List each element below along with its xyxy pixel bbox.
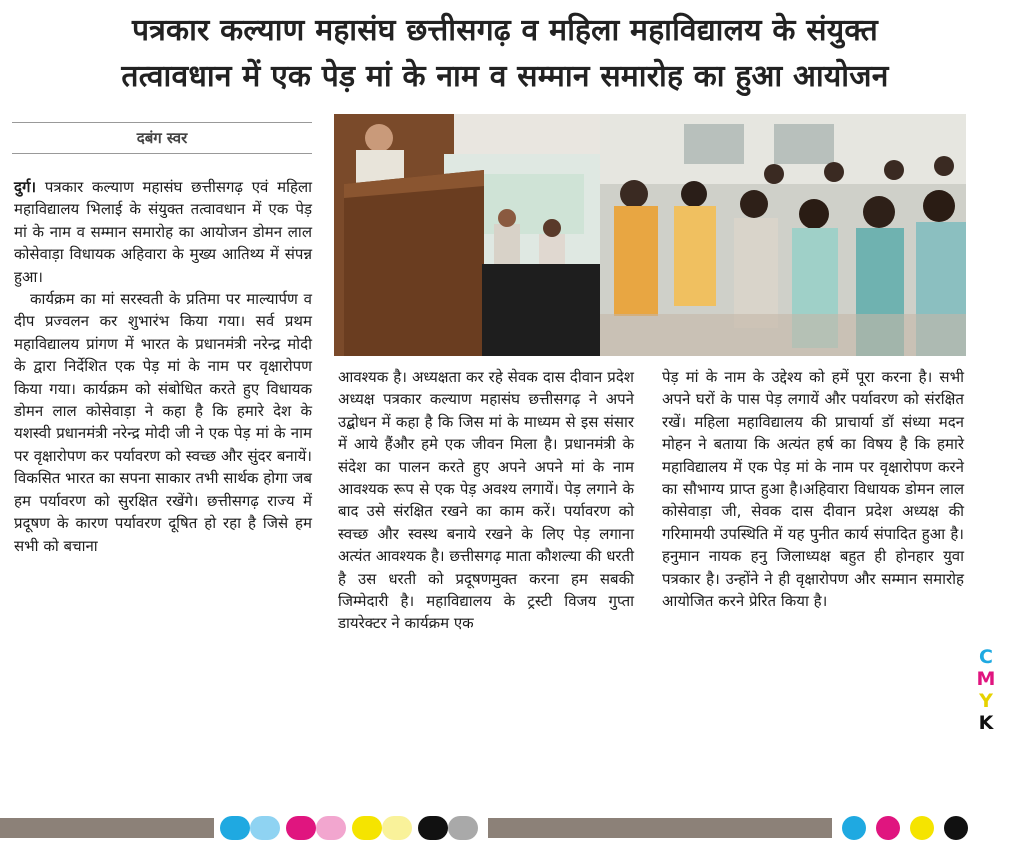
light-yellow-swatch	[382, 816, 412, 840]
light-cyan-swatch	[250, 816, 280, 840]
article-column-3-text: पेड़ मां के नाम के उद्देश्य को हमें पूरा करना है। सभी अपने घरों के पास पेड़ लगायें और पर्यावरण को संरक्षित रखें। महिला महाविद्यालय की प्राचार्या डॉ संध्या मदन मोहन ने बताया कि अत्यंत हर्ष का विषय है कि हमारे महाविद्यालय में एक पेड़ मां के नाम पर वृक्षारोपण करने का सौभाग्य प्राप्त हुआ है।अहिवारा विधायक डोमन लाल कोसेवाड़ा जी, सेवक दास दीवान प्रदेश अध्यक्ष की गरिमामयी उपस्थिति में यह पुनीत कार्य संपादित हुआ है। हनुमान नायक हनु जिलाध्यक्ष बहुत ही होनहार युवा पत्रकार है। उन्होंने ने ही वृक्षारोपण और सम्मान समारोह आयोजित करने प्रेरित किया है।	[662, 368, 964, 611]
article-column-1	[14, 176, 312, 557]
black-swatch	[418, 816, 448, 840]
event-photo	[334, 114, 966, 356]
cmyk-marks	[974, 646, 998, 734]
magenta-swatch	[286, 816, 316, 840]
dateline: दुर्ग।	[14, 178, 37, 196]
headline-line-1: पत्रकार कल्याण महासंघ छत्तीसगढ़ व महिला महाविद्यालय के संयुक्त	[132, 13, 878, 48]
cmyk-letter-y: Y	[979, 690, 993, 712]
registration-bar-left	[0, 818, 214, 838]
gray-swatch	[448, 816, 478, 840]
event-photo-illustration	[334, 114, 966, 356]
yellow-dot	[910, 816, 934, 840]
article-column-2	[338, 366, 634, 635]
headline	[10, 8, 1000, 100]
article-paragraph-2: कार्यक्रम का मां सरस्वती के प्रतिमा पर माल्यार्पण व दीप प्रज्वलन कर शुभारंभ किया गया। सर्व प्रथम महाविद्यालय प्रांगण में भारत के प्रधानमंत्री नरेन्द्र मोदी के द्वारा निर्देशित एक पेड़ मां के नाम पर वृक्षारोपण किया गया। कार्यक्रम को संबोधित करते हुए विधायक डोमन लाल कोसेवाड़ा ने कहा है कि हमारे देश के यशस्वी प्रधानमंत्री नरेन्द्र मोदी जी ने एक पेड़ मां के नाम पर वृक्षारोपण कर पर्यावरण को स्वच्छ और सुंदर बनायें। विकसित भारत का सपना साकार तभी सार्थक होगा जब हम पर्यावरण को सुरक्षित रखेंगे। छत्तीसगढ़ राज्य में प्रदूषण के कारण पर्यावरण दूषित हो रहा है जिसे हम सभी को बचाना	[14, 290, 312, 555]
article-column-3	[662, 366, 964, 612]
cmyk-letter-k: K	[978, 712, 994, 734]
cyan-swatch	[220, 816, 250, 840]
light-magenta-swatch	[316, 816, 346, 840]
article-paragraph-1	[14, 176, 312, 288]
registration-bar-right	[488, 818, 832, 838]
article-paragraph-1-text: पत्रकार कल्याण महासंघ छत्तीसगढ़ एवं महिला महाविद्यालय भिलाई के संयुक्त तत्वावधान में एक पेड़ मां के नाम व सम्मान समारोह का आयोजन डोमन लाल कोसेवाड़ा विधायक अहिवारा के मुख्य आतिथ्य में संपन्न हुआ।	[14, 178, 312, 286]
cmyk-letter-c: C	[979, 646, 993, 668]
cyan-dot	[842, 816, 866, 840]
article-column-2-text: आवश्यक है। अध्यक्षता कर रहे सेवक दास दीवान प्रदेश अध्यक्ष पत्रकार कल्याण महासंघ छत्तीसगढ़ ने अपने उद्बोधन में कहा है कि जिस मां के माध्यम से इस संसार में आये हैंऔर हमे एक जीवन मिला है। प्रधानमंत्री के संदेश का पालन करते हुए अपने अपने मां के नाम आवश्यक रूप से एक पेड़ अवश्य लगायें। पेड़ लगाने के बाद उसे संरक्षित रखने का काम करें। पर्यावरण को स्वच्छ और स्वस्थ बनाये रखने के लिए पेड़ लगाना अत्यंत आवश्यक है। छत्तीसगढ़ माता कौशल्या की धरती है उस धरती को प्रदूषणमुक्त करना हम सबकी जिम्मेदारी है। महाविद्यालय के ट्रस्टी विजय गुप्ता डायरेक्टर ने कार्यक्रम एक	[338, 368, 634, 633]
headline-line-2: तत्वावधान में एक पेड़ मां के नाम व सम्मान समारोह का हुआ आयोजन	[121, 59, 889, 94]
black-dot	[944, 816, 968, 840]
magenta-dot	[876, 816, 900, 840]
byline: दबंग स्वर	[12, 122, 312, 154]
yellow-swatch	[352, 816, 382, 840]
cmyk-letter-m: M	[976, 668, 996, 690]
